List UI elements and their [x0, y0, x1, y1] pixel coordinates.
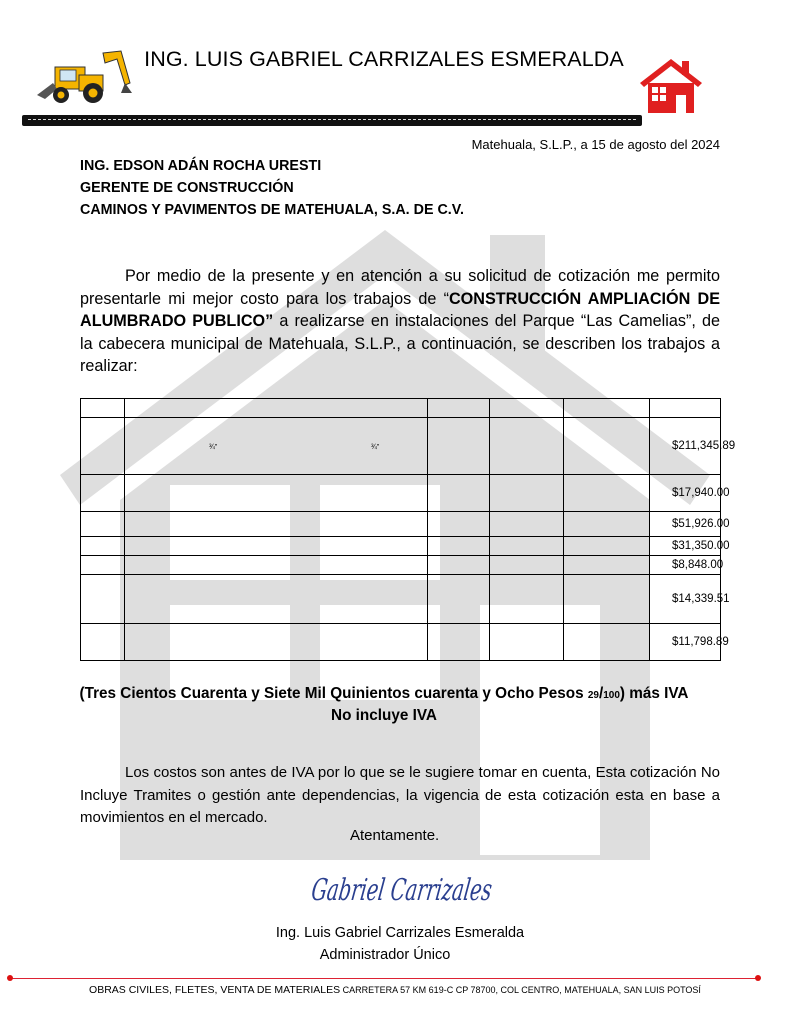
- no-iva-note: No incluye IVA: [331, 707, 437, 724]
- total-cents-numerator: 29: [587, 690, 599, 701]
- quote-table: [80, 398, 736, 661]
- document-date: Matehuala, S.L.P., a 15 de agosto del 2024: [471, 137, 720, 152]
- amount-cell: 211,345.89: [678, 440, 736, 452]
- total-cents-denominator: 100: [603, 690, 620, 701]
- intro-text-1: Por medio de la presente y en atención a su solicitud de cotización me permito presentarle mi mejor costo para los trabajos de “: [80, 267, 720, 308]
- fraction-mark: ¾”: [371, 444, 380, 451]
- table-row: [81, 556, 721, 575]
- footer-dot-right: [755, 975, 761, 981]
- footer-divider: [10, 978, 758, 979]
- project-name: CONSTRUCCIÓN AMPLIACIÓN DE ALUMBRADO PUBLICO”: [80, 289, 720, 330]
- amount-cell: 11,798.89: [678, 636, 729, 648]
- signer-name: Ing. Luis Gabriel Carrizales Esmeralda: [275, 925, 525, 941]
- amount-cell: 8,848.00: [678, 559, 724, 571]
- closing: Atentamente.: [350, 827, 440, 844]
- footer-services: OBRAS CIVILES, FLETES, VENTA DE MATERIALES: [89, 984, 341, 996]
- table-row: [81, 575, 721, 624]
- company-name: ING. LUIS GABRIEL CARRIZALES ESMERALDA: [144, 47, 624, 71]
- intro-paragraph: [80, 265, 720, 378]
- currency-symbol: $: [672, 636, 679, 648]
- svg-text:Gabriel Carrizales: Gabriel Carrizales: [309, 873, 592, 908]
- recipient-name: ING. EDSON ADÁN ROCHA URESTI: [80, 158, 322, 174]
- table-row: [81, 512, 721, 537]
- red-house-icon: [640, 57, 702, 115]
- notes-paragraph: [80, 762, 720, 830]
- currency-symbol: $: [672, 487, 679, 499]
- total-in-words: [0, 685, 768, 703]
- handwritten-signature: [309, 860, 592, 915]
- intro-text-2: a realizarse en instalaciones del Parque “Las Camelias”, de la cabecera municipal de Matehuala, S.L.P., a continuación, se describen los trabajos a realizar:: [80, 312, 720, 375]
- amount-cell: 14,339.51: [678, 593, 730, 605]
- header-rule-dashes: [28, 119, 636, 120]
- currency-symbol: $: [672, 540, 679, 552]
- table-row: [81, 537, 721, 556]
- footer-address: CARRETERA 57 KM 619-C CP 78700, COL CENTRO, MATEHUALA, SAN LUIS POTOSÍ: [340, 985, 701, 995]
- currency-symbol: $: [672, 559, 679, 571]
- currency-symbol: $: [672, 518, 679, 530]
- total-words-suffix: ) más IVA: [619, 685, 689, 702]
- signer-title: Administrador Único: [319, 947, 451, 963]
- recipient-position: GERENTE DE CONSTRUCCIÓN: [80, 180, 294, 196]
- table-row: [81, 475, 721, 512]
- amount-cell: 17,940.00: [678, 487, 730, 499]
- currency-symbol: $: [672, 440, 679, 452]
- fraction-mark: ¾”: [209, 444, 218, 451]
- notes-text: Los costos son antes de IVA por lo que se le sugiere tomar en cuenta, Esta cotización No Incluye Tramites o gestión ante dependencias, la vigencia de esta cotización esta en base a movimientos en el mercado.: [80, 764, 720, 826]
- total-words-prefix: (Tres Cientos Cuarenta y Siete Mil Quinientos cuarenta y Ocho Pesos: [79, 685, 588, 702]
- table-header-row: [81, 399, 721, 418]
- table-row: [81, 624, 721, 661]
- recipient-company: CAMINOS Y PAVIMENTOS DE MATEHUALA, S.A. DE C.V.: [80, 202, 464, 218]
- currency-symbol: $: [672, 593, 679, 605]
- table-row: [81, 418, 721, 475]
- footer-dot-left: [7, 975, 13, 981]
- header-rule: [22, 115, 642, 126]
- amount-cell: 51,926.00: [678, 518, 730, 530]
- total-cents-slash: /: [598, 685, 604, 702]
- footer: [0, 984, 790, 996]
- amount-cell: 31,350.00: [678, 540, 730, 552]
